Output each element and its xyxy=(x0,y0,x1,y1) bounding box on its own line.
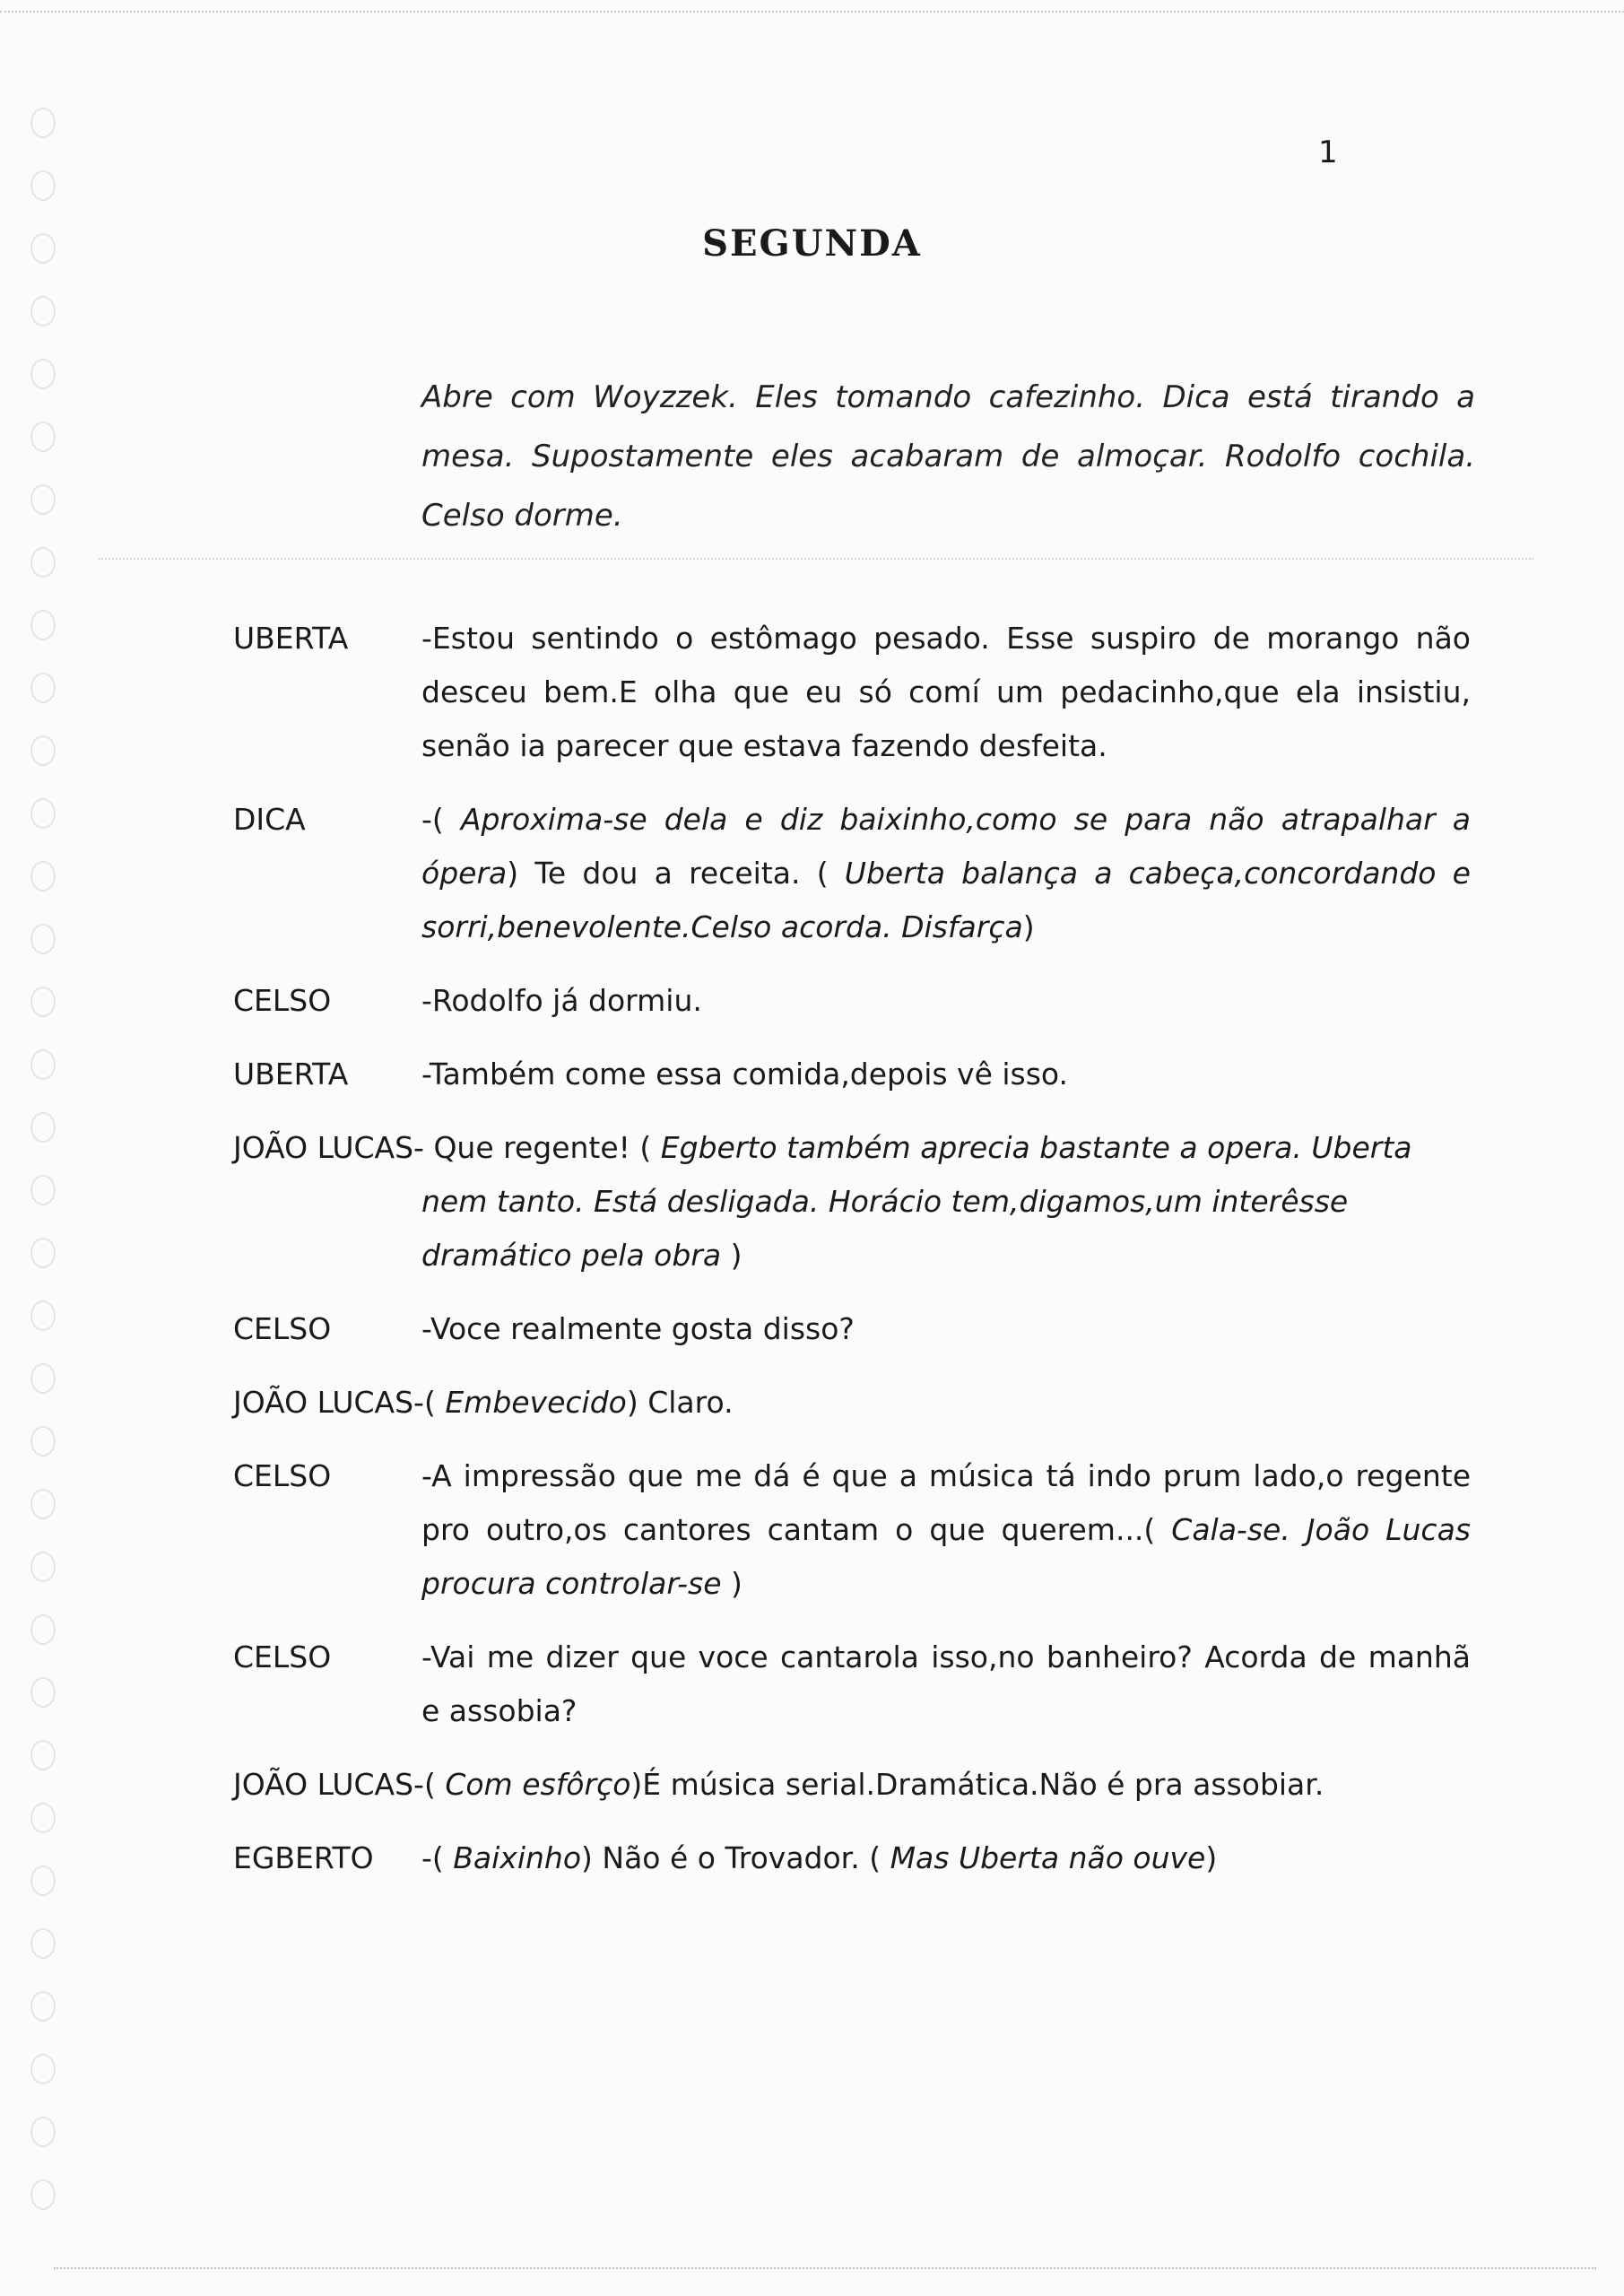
speaker-name: CELSO xyxy=(233,983,332,1018)
speech-text: ) xyxy=(1022,909,1035,944)
dialogue-list xyxy=(233,612,1471,1905)
dialogue-line xyxy=(421,1302,1471,1356)
dialogue-line xyxy=(421,793,1471,954)
stage-direction: Com esfôrço xyxy=(445,1767,631,1802)
binder-holes xyxy=(25,108,61,2260)
binder-hole xyxy=(30,2117,56,2147)
binder-hole xyxy=(30,1552,56,1582)
dialogue-entry xyxy=(233,1302,1471,1356)
dialogue-line xyxy=(421,1449,1471,1611)
speech-text: ) xyxy=(721,1566,743,1601)
stage-direction-intro: Abre com Woyzzek. Eles tomando cafezinho. Dica está tirando a mesa. Supostamente eles acabaram de almoçar. Rodolfo cochila. Celso dorme. xyxy=(421,379,1475,534)
speech-text: Que regente! ( xyxy=(423,1130,661,1165)
speech-text: ( xyxy=(423,1385,446,1420)
dialogue-line xyxy=(424,1767,1324,1802)
dialogue-line xyxy=(421,1831,1471,1885)
binder-hole xyxy=(30,861,56,891)
binder-hole xyxy=(30,1928,56,1959)
binder-hole xyxy=(30,422,56,452)
binder-hole xyxy=(30,1677,56,1708)
binder-hole xyxy=(30,296,56,326)
binder-hole xyxy=(30,924,56,954)
binder-hole xyxy=(30,1363,56,1394)
speaker-name: UBERTA xyxy=(233,621,349,656)
speech-text: ) xyxy=(1205,1840,1218,1875)
dialogue-entry xyxy=(233,1831,1471,1885)
binder-hole xyxy=(30,1175,56,1205)
dialogue-entry xyxy=(233,974,1471,1028)
speaker-name: DICA xyxy=(233,802,306,837)
dialogue-line xyxy=(421,612,1471,773)
dialogue-entry xyxy=(233,1758,1471,1812)
dialogue-entry xyxy=(233,793,1471,954)
binder-hole xyxy=(30,1866,56,1896)
scene-title: SEGUNDA xyxy=(702,222,922,265)
binder-hole xyxy=(30,673,56,703)
dialogue-line xyxy=(421,974,1471,1028)
speech-text: -Rodolfo já dormiu. xyxy=(421,983,702,1018)
binder-hole xyxy=(30,987,56,1017)
stage-direction: Embevecido xyxy=(445,1385,627,1420)
binder-hole xyxy=(30,108,56,138)
page-top-edge xyxy=(0,11,1624,13)
dialogue-entry xyxy=(233,1449,1471,1611)
speech-text: ) Te dou a receita. ( xyxy=(507,856,845,891)
stage-direction: Egberto também aprecia bastante a opera. Uberta nem tanto. Está desligada. Horácio tem,digamos,um interêsse dramático pela obra xyxy=(421,1130,1412,1273)
binder-hole xyxy=(30,1238,56,1268)
binder-hole xyxy=(30,1489,56,1519)
dialogue-entry xyxy=(233,612,1471,773)
page-number: 1 xyxy=(1318,135,1338,170)
speaker-name: JOÃO LUCAS- xyxy=(233,1385,424,1420)
dialogue-line xyxy=(424,1385,734,1420)
dialogue-line xyxy=(421,1048,1471,1101)
speech-text: ) Claro. xyxy=(626,1385,734,1420)
speech-text: ( xyxy=(423,1767,446,1802)
binder-hole xyxy=(30,2179,56,2210)
speech-text: ) Não é o Trovador. ( xyxy=(581,1840,890,1875)
page-bottom-edge xyxy=(54,2267,1596,2269)
speaker-name: CELSO xyxy=(233,1639,332,1674)
binder-hole xyxy=(30,1803,56,1833)
binder-hole xyxy=(30,2054,56,2084)
dialogue-entry xyxy=(233,1048,1471,1101)
speech-text: -Voce realmente gosta disso? xyxy=(421,1311,855,1346)
binder-hole xyxy=(30,484,56,515)
speaker-name: UBERTA xyxy=(233,1057,349,1091)
stage-direction: Aproxima-se dela e diz baixinho,como se para não atrapalhar a ópera xyxy=(421,802,1471,891)
speech-text: -Vai me dizer que voce cantarola isso,no banheiro? Acorda de manhã e assobia? xyxy=(421,1639,1471,1728)
stage-direction: Cala-se. João Lucas procura controlar-se xyxy=(421,1512,1471,1601)
speech-text: -Estou sentindo o estômago pesado. Esse suspiro de morango não desceu bem.E olha que eu só comí um pedacinho,que ela insistiu, senão ia parecer que estava fazendo desfeita. xyxy=(421,621,1471,763)
speaker-name: JOÃO LUCAS- xyxy=(233,1130,424,1165)
speech-text: )É música serial.Dramática.Não é pra assobiar. xyxy=(630,1767,1324,1802)
speaker-name: EGBERTO xyxy=(233,1840,374,1875)
binder-hole xyxy=(30,1112,56,1143)
binder-hole xyxy=(30,610,56,640)
speaker-name: JOÃO LUCAS- xyxy=(233,1767,424,1802)
binder-hole xyxy=(30,735,56,766)
dialogue-entry xyxy=(233,1121,1471,1283)
dialogue-entry xyxy=(233,1631,1471,1738)
binder-hole xyxy=(30,798,56,829)
stage-direction: Uberta balança a cabeça,concordando e sorri,benevolente.Celso acorda. Disfarça xyxy=(421,856,1471,944)
section-separator xyxy=(99,558,1533,560)
binder-hole xyxy=(30,1991,56,2022)
speech-text: -( xyxy=(421,1840,454,1875)
dialogue-line xyxy=(421,1130,1411,1273)
speaker-name: CELSO xyxy=(233,1458,332,1493)
stage-direction: Baixinho xyxy=(453,1840,582,1875)
binder-hole xyxy=(30,547,56,578)
dialogue-entry xyxy=(233,1376,1471,1430)
speech-text: -Também come essa comida,depois vê isso. xyxy=(421,1057,1069,1091)
binder-hole xyxy=(30,359,56,389)
stage-direction: Mas Uberta não ouve xyxy=(890,1840,1206,1875)
speech-text: ) xyxy=(721,1238,743,1273)
binder-hole xyxy=(30,170,56,201)
speaker-name: CELSO xyxy=(233,1311,332,1346)
speech-text: -( xyxy=(421,802,461,837)
dialogue-line xyxy=(421,1631,1471,1738)
binder-hole xyxy=(30,1049,56,1080)
binder-hole xyxy=(30,1300,56,1331)
binder-hole xyxy=(30,1426,56,1457)
binder-hole xyxy=(30,1614,56,1645)
speech-text: -A impressão que me dá é que a música tá indo prum lado,o regente pro outro,os cantores cantam o que querem...( xyxy=(421,1458,1471,1547)
binder-hole xyxy=(30,1740,56,1770)
